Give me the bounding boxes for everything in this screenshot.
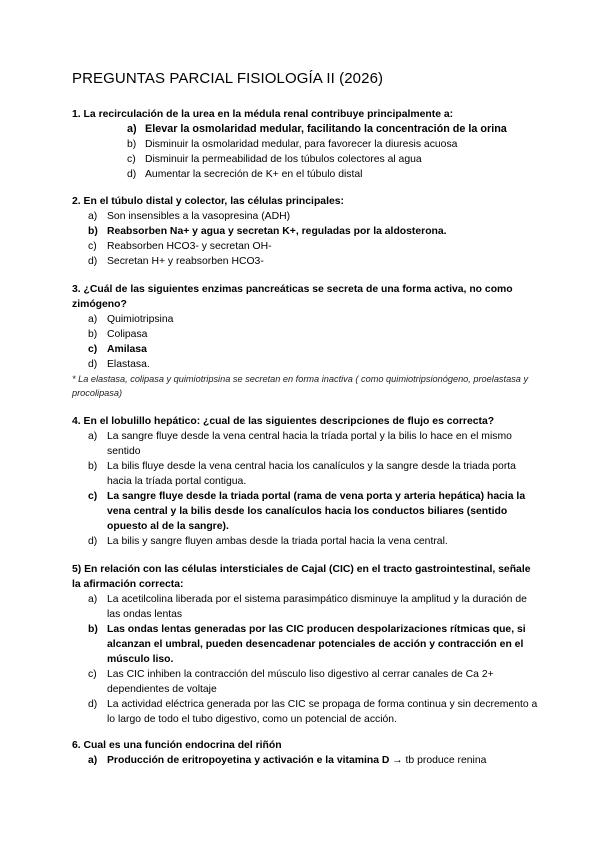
- option-text: Elastasa.: [107, 359, 150, 370]
- option-text: Las ondas lentas generadas por las CIC producen despolarizaciones rítmicas que, si alcanzan el umbral, pueden desencadenar potenciales de acción y contracción en el músculo liso.: [107, 624, 526, 665]
- question-6: [72, 738, 562, 768]
- question-text: 4. En el lobulillo hepático: ¿cual de las siguientes descripciones de flujo es correcta?: [72, 416, 495, 427]
- option-letter: c): [88, 491, 98, 502]
- question-text: 2. En el túbulo distal y colector, las células principales:: [72, 196, 344, 207]
- option-text: Colipasa: [107, 329, 148, 340]
- option-text: Reabsorben HCO3- y secretan OH-: [107, 241, 272, 252]
- option-letter: a): [127, 123, 137, 135]
- option-letter: b): [88, 329, 98, 340]
- option-text: Amilasa: [107, 344, 147, 355]
- option: [72, 239, 542, 254]
- question-text: 1. La recirculación de la urea en la médula renal contribuye principalmente a:: [72, 109, 454, 120]
- option: [72, 697, 542, 727]
- option: [72, 534, 542, 549]
- option-correct: [72, 489, 542, 534]
- option-letter: d): [88, 699, 98, 710]
- option-correct: [72, 753, 562, 768]
- option: [72, 459, 542, 489]
- option-letter: b): [88, 461, 98, 472]
- option-letter: c): [88, 669, 97, 680]
- option-text: Disminuir la osmolaridad medular, para favorecer la diuresis acuosa: [145, 139, 458, 150]
- option-letter: d): [88, 359, 98, 370]
- option-letter: b): [88, 226, 98, 237]
- option-letter: a): [88, 594, 98, 605]
- option-text: Quimiotripsina: [107, 314, 174, 325]
- option: [72, 667, 542, 697]
- option-text: Las CIC inhiben la contracción del músculo liso digestivo al cerrar canales de Ca 2+ dependientes de voltaje: [107, 669, 494, 695]
- option-letter: c): [127, 154, 136, 165]
- option-letter: a): [88, 755, 98, 766]
- question-3: [72, 282, 542, 400]
- question-2: [72, 194, 542, 269]
- option-annotation: → tb produce renina: [389, 755, 487, 766]
- question-text: 5) En relación con las células intersticiales de Cajal (CIC) en el tracto gastrointestinal, señale la afirmación correcta:: [72, 564, 531, 590]
- option-letter: b): [88, 624, 98, 635]
- question-4: [72, 414, 542, 549]
- option: [72, 137, 542, 152]
- question-note: * La elastasa, colipasa y quimiotripsina se secretan en forma inactiva ( como quimiotripsionógeno, proelastasa y procolipasa): [72, 374, 529, 398]
- option-text: La sangre fluye desde la vena central hacia la tríada portal y la bilis lo hace en el mismo sentido: [107, 431, 512, 457]
- option-letter: c): [88, 344, 98, 355]
- option: [72, 312, 542, 327]
- option-correct: [72, 622, 542, 667]
- question-1: [72, 107, 542, 182]
- option-letter: b): [127, 139, 137, 150]
- option-correct: [72, 122, 542, 137]
- option: [72, 327, 542, 342]
- option-text: Aumentar la secreción de K+ en el túbulo distal: [145, 169, 363, 180]
- option-correct: [72, 342, 542, 357]
- option-text: La sangre fluye desde la triada portal (rama de vena porta y arteria hepática) hacia la vena central y la bilis desde los canalículos hacia los conductos biliares (sentido opuesto al de la sangre).: [107, 491, 526, 532]
- option-letter: a): [88, 431, 98, 442]
- option-letter: d): [88, 256, 98, 267]
- option-letter: a): [88, 211, 98, 222]
- option-text: Elevar la osmolaridad medular, facilitando la concentración de la orina: [145, 123, 507, 135]
- option: [72, 209, 542, 224]
- option-text: La actividad eléctrica generada por las CIC se propaga de forma continua y sin decremento a lo largo de todo el tubo digestivo, como un potencial de acción.: [107, 699, 538, 725]
- option-text: Secretan H+ y reabsorben HCO3-: [107, 256, 264, 267]
- option: [72, 592, 542, 622]
- option-text: La bilis fluye desde la vena central hacia los canalículos y la sangre desde la triada porta hacia la tríada portal contigua.: [107, 461, 516, 487]
- option-letter: d): [127, 169, 137, 180]
- option-letter: a): [88, 314, 98, 325]
- option-letter: c): [88, 241, 97, 252]
- question-text: 6. Cual es una función endocrina del riñón: [72, 740, 282, 751]
- option: [72, 254, 542, 269]
- option-text: Reabsorben Na+ y agua y secretan K+, reguladas por la aldosterona.: [107, 226, 447, 237]
- option-correct: [72, 224, 542, 239]
- option-text: La acetilcolina liberada por el sistema parasimpático disminuye la amplitud y la duración de las ondas lentas: [107, 594, 527, 620]
- option-text: Disminuir la permeabilidad de los túbulos colectores al agua: [145, 154, 422, 165]
- question-5: [72, 562, 542, 727]
- option: [72, 152, 542, 167]
- option: [72, 429, 542, 459]
- option: [72, 167, 542, 182]
- document-title: PREGUNTAS PARCIAL FISIOLOGÍA II (2026): [72, 70, 384, 87]
- option: [72, 357, 542, 372]
- option-text: Producción de eritropoyetina y activación e la vitamina D: [107, 755, 390, 766]
- option-letter: d): [88, 536, 98, 547]
- question-text: 3. ¿Cuál de las siguientes enzimas pancreáticas se secreta de una forma activa, no como zimógeno?: [72, 284, 513, 310]
- option-text: Son insensibles a la vasopresina (ADH): [107, 211, 291, 222]
- option-text: La bilis y sangre fluyen ambas desde la triada portal hacia la vena central.: [107, 536, 448, 547]
